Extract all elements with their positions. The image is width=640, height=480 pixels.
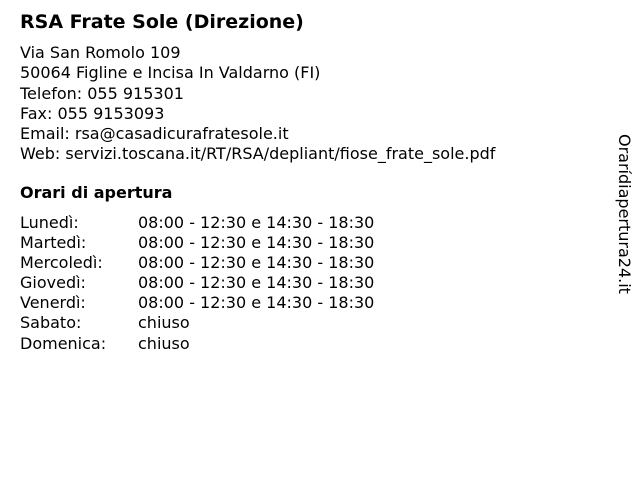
hours-time-value: 08:00 - 12:30 e 14:30 - 18:30 [138,213,375,232]
hours-time-value: 08:00 - 12:30 e 14:30 - 18:30 [138,273,375,293]
page-title: RSA Frate Sole (Direzione) [20,11,304,33]
hours-day-label: Sabato: [20,313,82,333]
hours-time-value: 08:00 - 12:30 e 14:30 - 18:30 [138,253,375,273]
contact-info [20,43,495,165]
address-street: Via San Romolo 109 [20,43,181,62]
address-city: 50064 Figline e Incisa In Valdarno (FI) [20,63,321,83]
hours-day-label: Mercoledì: [20,253,103,273]
site-watermark: Orarídiapertura24.it [615,134,634,294]
hours-day-label: Martedì: [20,233,87,253]
hours-day-label: Giovedì: [20,273,86,293]
hours-time-value: 08:00 - 12:30 e 14:30 - 18:30 [138,293,375,313]
hours-day-label: Lunedì: [20,213,79,232]
hours-day-label: Domenica: [20,333,107,353]
email-address: Email: rsa@casadicurafratesole.it [20,124,289,144]
hours-time-value: 08:00 - 12:30 e 14:30 - 18:30 [138,233,375,253]
hours-time-value: chiuso [138,333,190,353]
hours-day-label: Venerdì: [20,293,86,313]
website-url: Web: servizi.toscana.it/RT/RSA/depliant/fiose_frate_sole.pdf [20,144,496,164]
phone-number: Telefon: 055 915301 [20,83,184,103]
opening-hours-heading: Orari di apertura [20,183,173,202]
fax-number: Fax: 055 9153093 [20,103,165,123]
hours-time-value: chiuso [138,313,190,333]
